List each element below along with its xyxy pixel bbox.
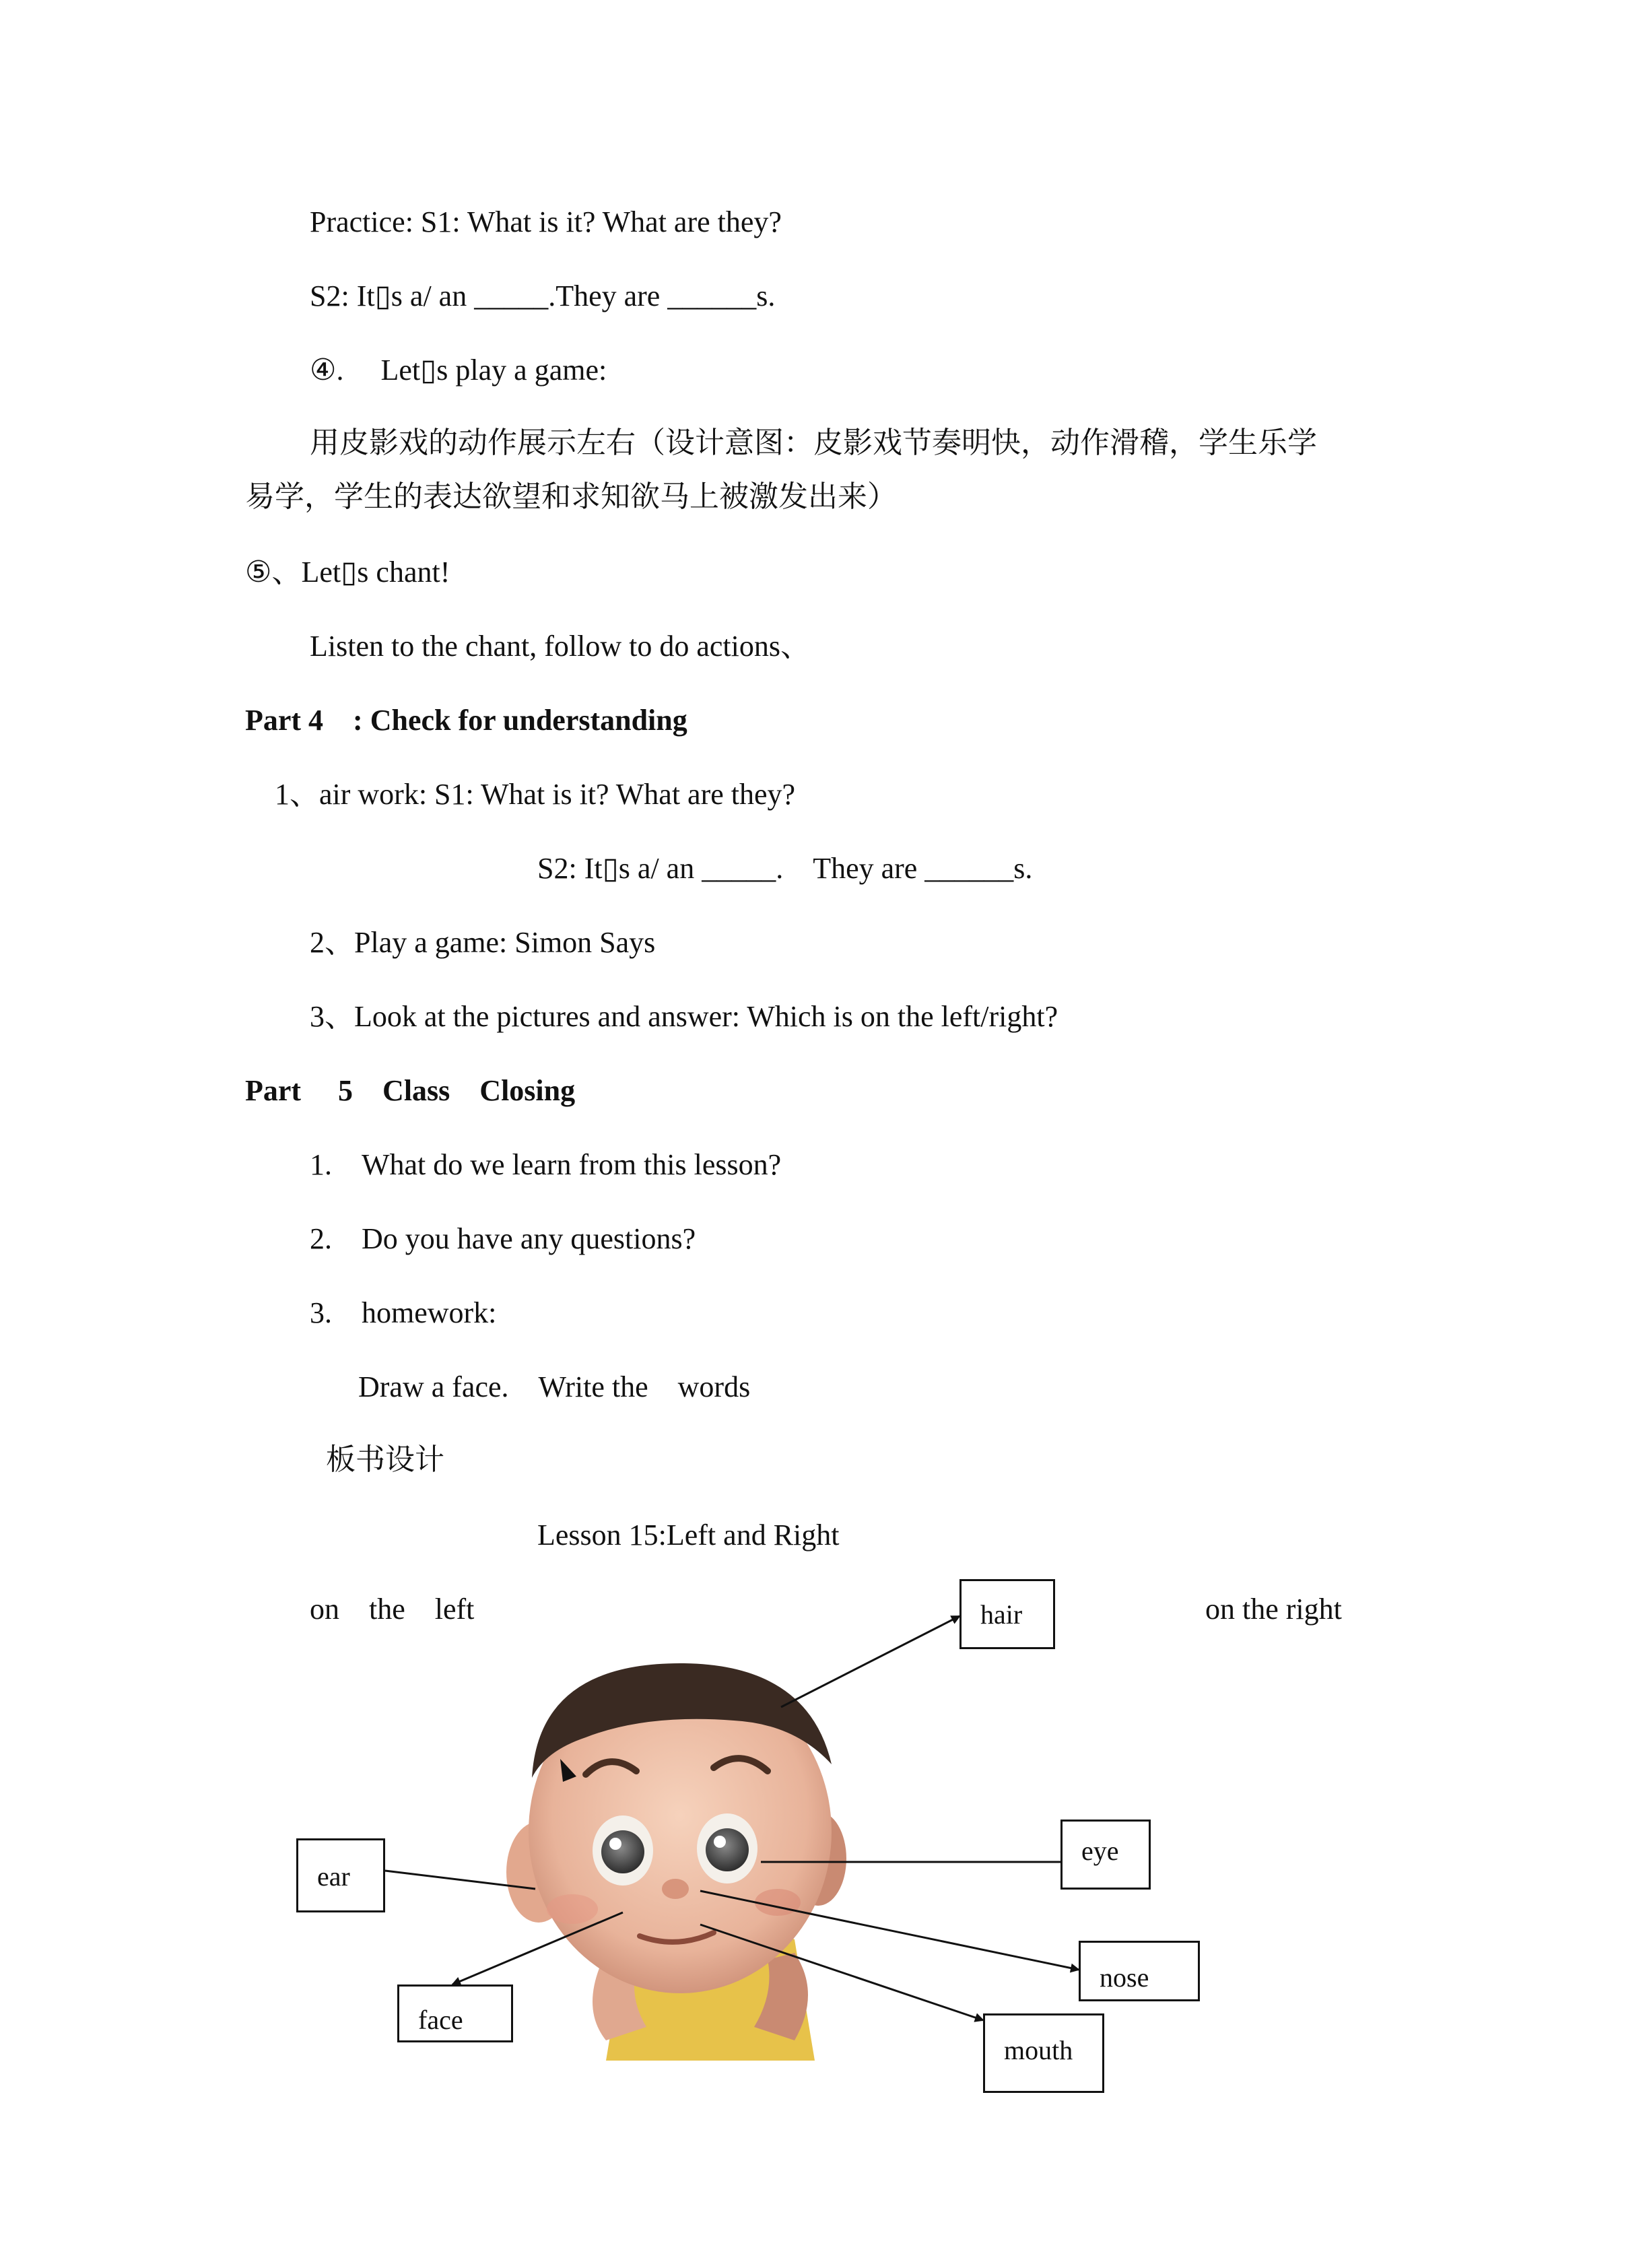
label-box-mouth [983,2013,1104,2093]
label-box-nose [1079,1941,1200,2001]
label-face: face [418,2005,463,2035]
lesson-title: Lesson 15:Left and Right [537,1519,840,1552]
arrow-to-hair [781,1616,959,1707]
left-iris [601,1830,644,1873]
label-box-hair [959,1579,1055,1649]
board-design-title: 板书设计 [326,1442,444,1477]
closing-item-3: 3. homework: [310,1296,497,1329]
closing-item-1: 1. What do we learn from this lesson? [310,1148,782,1181]
right-eye-glint [714,1836,726,1848]
item-5-chant-line: ⑤、Let▯s chant! [245,556,450,589]
chant-instruction-line: Listen to the chant, follow to do actions、 [310,630,810,663]
label-eye: eye [1081,1836,1119,1866]
part-5-heading: Part 5 Class Closing [245,1074,576,1107]
practice-s1-line: Practice: S1: What is it? What are they? [310,205,782,238]
label-nose: nose [1100,1962,1149,1993]
shadow-play-line-1: 用皮影戏的动作展示左右（设计意图：皮影戏节奏明快，动作滑稽，学生乐学 [310,426,1317,460]
practice-s2-line: S2: It▯s a/ an _____.They are ______s. [310,279,776,312]
label-mouth: mouth [1004,2035,1073,2065]
label-box-eye [1060,1820,1151,1890]
right-iris [706,1828,749,1871]
pair-work-line: 1、air work: S1: What is it? What are they? [275,778,796,811]
closing-item-2: 2. Do you have any questions? [310,1222,696,1255]
on-the-left-label: on the left [310,1593,475,1626]
right-cheek [755,1889,801,1916]
label-box-face [397,1984,513,2042]
label-box-ear [296,1838,385,1912]
left-eye-glint [609,1838,621,1850]
shadow-play-line-2: 易学，学生的表达欲望和求知欲马上被激发出来） [245,479,897,514]
label-ear: ear [317,1861,350,1892]
on-the-right-label: on the right [1205,1593,1342,1626]
nose-shape [662,1879,689,1899]
left-cheek [547,1894,598,1924]
homework-line: Draw a face. Write the words [358,1370,751,1403]
part-4-heading: Part 4 : Check for understanding [245,704,687,737]
look-pictures-line: 3、Look at the pictures and answer: Which is on the left/right? [310,1000,1058,1033]
label-hair: hair [980,1599,1023,1630]
item-4-game-line: ④. Let▯s play a game: [310,354,607,387]
simon-says-line: 2、Play a game: Simon Says [310,926,656,959]
pair-work-s2-line: S2: It▯s a/ an _____. They are ______s. [537,852,1033,885]
